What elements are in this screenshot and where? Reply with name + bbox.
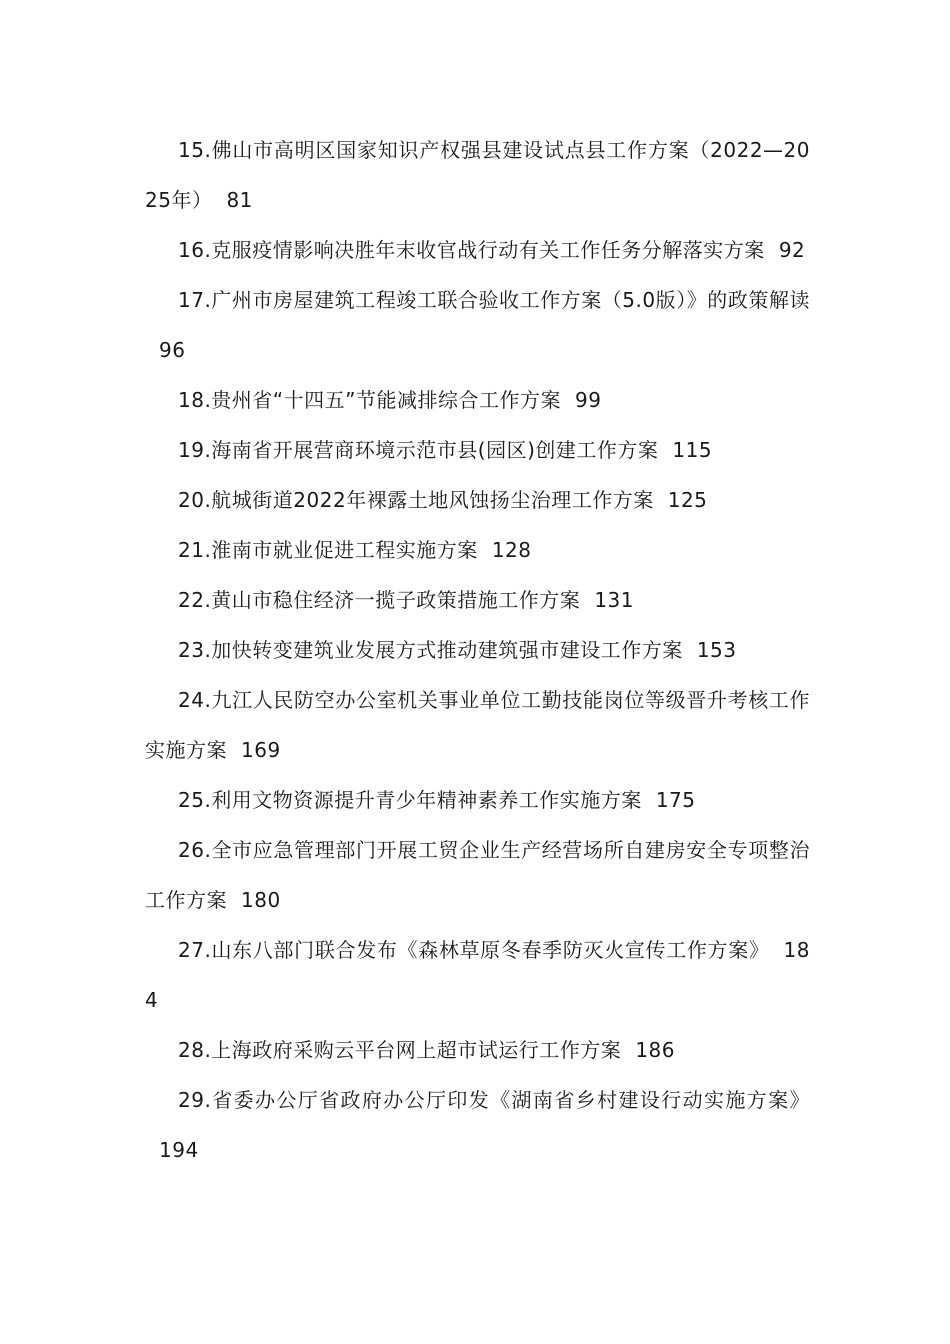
toc-entry[interactable] (145, 925, 810, 1025)
toc-entry[interactable] (145, 525, 810, 575)
toc-entry-page: 175 (655, 788, 696, 812)
toc-entry-title: 26.全市应急管理部门开展工贸企业生产经营场所自建房安全专项整治工作方案 (145, 838, 810, 912)
toc-entry-page: 81 (226, 188, 253, 212)
toc-entry-title: 28.上海政府采购云平台网上超市试运行工作方案 (178, 1038, 622, 1062)
toc-entry-title: 27.山东八部门联合发布《森林草原冬春季防灭火宣传工作方案》 (178, 938, 770, 962)
toc-entry-title: 15.佛山市高明区国家知识产权强县建设试点县工作方案（2022—2025年） (145, 138, 810, 212)
toc-entry-title: 25.利用文物资源提升青少年精神素养工作实施方案 (178, 788, 642, 812)
toc-entry-page: 169 (241, 738, 281, 762)
toc-entry-page: 125 (667, 488, 708, 512)
toc-entry-page: 131 (594, 588, 634, 612)
toc-entry-page: 194 (159, 1138, 199, 1162)
toc-entry-title: 23.加快转变建筑业发展方式推动建筑强市建设工作方案 (178, 638, 683, 662)
toc-entry-title: 17.广州市房屋建筑工程竣工联合验收工作方案（5.0版）》的政策解读 (178, 288, 810, 312)
toc-entry-title: 21.淮南市就业促进工程实施方案 (178, 538, 478, 562)
toc-entry[interactable] (145, 825, 810, 925)
toc-entry[interactable] (145, 425, 810, 475)
toc-entry-page: 128 (491, 538, 532, 562)
toc-entry-title: 19.海南省开展营商环境示范市县(园区)创建工作方案 (178, 438, 659, 462)
toc-entry-page: 186 (635, 1038, 675, 1062)
toc-entry[interactable] (145, 475, 810, 525)
toc-entry-title: 29.省委办公厅省政府办公厅印发《湖南省乡村建设行动实施方案》 (178, 1088, 810, 1112)
toc-entry[interactable] (145, 575, 810, 625)
toc-entry[interactable] (145, 675, 810, 775)
toc-entry[interactable] (145, 225, 810, 275)
toc-entry[interactable] (145, 775, 810, 825)
toc-entry-title: 20.航城街道2022年裸露土地风蚀扬尘治理工作方案 (178, 488, 654, 512)
toc-entry[interactable] (145, 1075, 810, 1175)
toc-entry-page: 115 (672, 438, 713, 462)
toc-entry[interactable] (145, 1025, 810, 1075)
toc-entry-title: 22.黄山市稳住经济一揽子政策措施工作方案 (178, 588, 581, 612)
toc-entry[interactable] (145, 375, 810, 425)
toc-entry-title: 18.贵州省“十四五”节能减排综合工作方案 (178, 388, 562, 412)
toc-entry-page: 96 (159, 338, 186, 362)
toc-entry-page: 184 (145, 938, 810, 1012)
toc-entry-page: 99 (575, 388, 602, 412)
toc-entry[interactable] (145, 275, 810, 375)
toc-entry-page: 153 (696, 638, 737, 662)
toc-entry-page: 180 (241, 888, 281, 912)
toc-entry[interactable] (145, 625, 810, 675)
toc-entry-title: 16.克服疫情影响决胜年末收官战行动有关工作任务分解落实方案 (178, 238, 765, 262)
table-of-contents (145, 125, 810, 1175)
toc-entry[interactable] (145, 125, 810, 225)
toc-entry-page: 92 (778, 238, 806, 262)
toc-entry-title: 24.九江人民防空办公室机关事业单位工勤技能岗位等级晋升考核工作实施方案 (145, 688, 810, 762)
